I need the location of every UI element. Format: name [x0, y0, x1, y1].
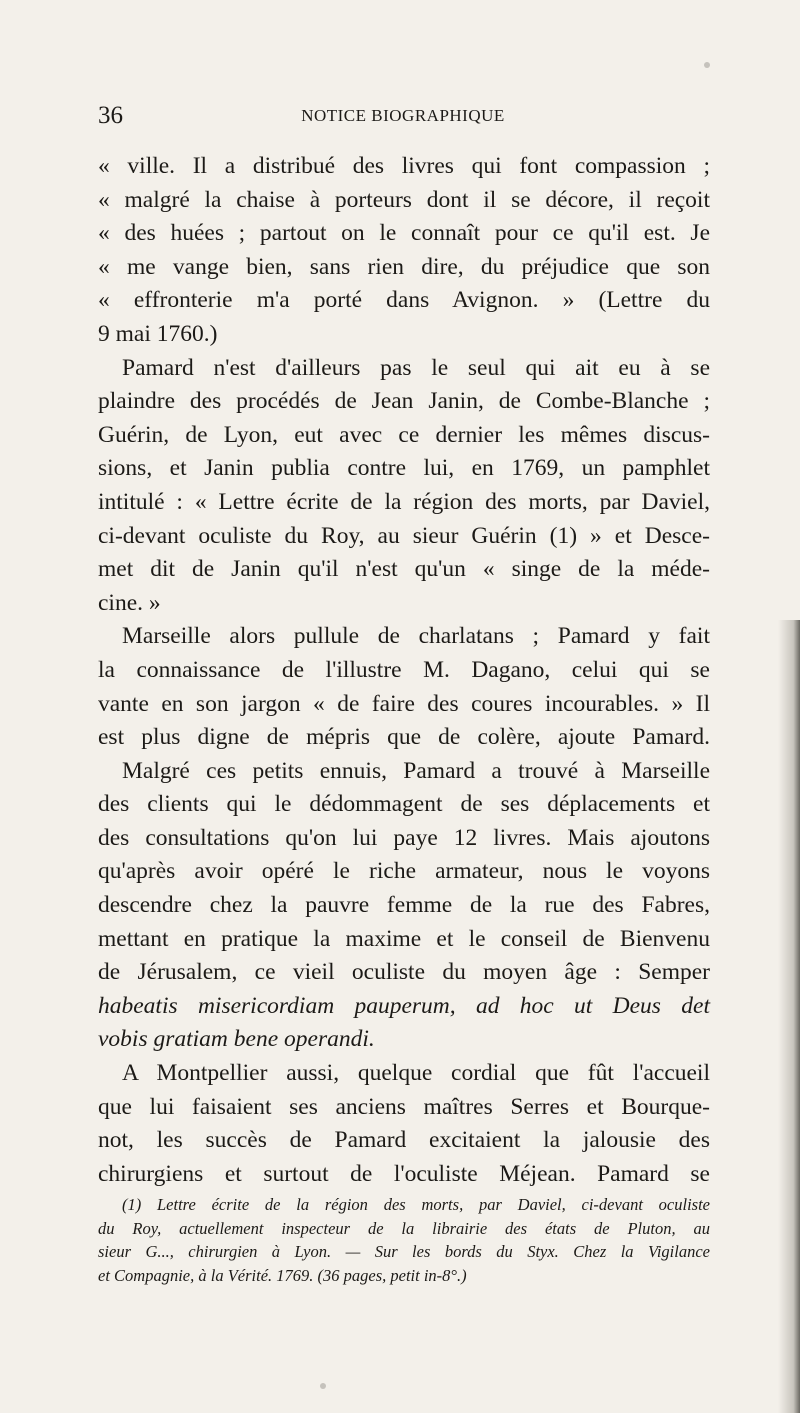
paper-speck [704, 62, 710, 68]
text-line: chirurgiens et surtout de l'oculiste Méjean. Pamard se [98, 1160, 710, 1187]
footnote-line: du Roy, actuellement inspecteur de la librairie des états de Pluton, au [98, 1218, 710, 1238]
text-line: cine. » [98, 589, 161, 616]
text-line: qu'après avoir opéré le riche armateur, nous le voyons [98, 858, 710, 885]
text-line: de Jérusalem, ce vieil oculiste du moyen âge : Semper [98, 959, 710, 986]
text-line: vante en son jargon « de faire des coures incourables. » Il [98, 690, 710, 717]
page-header [98, 102, 708, 132]
text-line: des clients qui le dédommagent de ses déplacements et [98, 791, 710, 818]
text-line: est plus digne de mépris que de colère, ajoute Pamard. [98, 724, 710, 751]
text-line: descendre chez la pauvre femme de la rue des Fabres, [98, 892, 710, 919]
text-line: « me vange bien, sans rien dire, du préjudice que son [98, 253, 710, 280]
text-line: Pamard n'est d'ailleurs pas le seul qui ait eu à se [122, 354, 710, 381]
text-line: A Montpellier aussi, quelque cordial que fût l'accueil [122, 1060, 710, 1087]
text-line: que lui faisaient ses anciens maîtres Serres et Bourque- [98, 1093, 710, 1120]
text-line: plaindre des procédés de Jean Janin, de Combe-Blanche ; [98, 388, 710, 415]
text-line: intitulé : « Lettre écrite de la région des morts, par Daviel, [98, 488, 710, 515]
text-line: met dit de Janin qu'il n'est qu'un « singe de la méde- [98, 556, 710, 583]
text-line: habeatis misericordiam pauperum, ad hoc ut Deus det [98, 992, 710, 1019]
footnote-line: (1) Lettre écrite de la région des morts, par Daviel, ci-devant oculiste [122, 1195, 710, 1214]
text-line: « malgré la chaise à porteurs dont il se décore, il reçoit [98, 186, 710, 213]
footnote-line: et Compagnie, à la Vérité. 1769. (36 pages, petit in-8°.) [98, 1265, 467, 1285]
text-line: « des huées ; partout on le connaît pour ce qu'il est. Je [98, 220, 710, 247]
page-edge-shadow [778, 620, 800, 1413]
text-line: « ville. Il a distribué des livres qui font compassion ; [98, 153, 710, 179]
text-line: la connaissance de l'illustre M. Dagano, celui qui se [98, 656, 710, 683]
running-title: NOTICE BIOGRAPHIQUE [301, 106, 505, 125]
text-line: 9 mai 1760.) [98, 320, 218, 347]
text-line: Guérin, de Lyon, eut avec ce dernier les mêmes discus- [98, 421, 710, 448]
text-line: not, les succès de Pamard excitaient la jalousie des [98, 1127, 710, 1154]
text-line: mettant en pratique la maxime et le conseil de Bienvenu [98, 925, 710, 952]
paper-speck [320, 1383, 326, 1389]
footnote-line: sieur G..., chirurgien à Lyon. — Sur les bords du Styx. Chez la Vigilance [98, 1242, 710, 1262]
text-line: « effronterie m'a porté dans Avignon. » (Lettre du [98, 287, 710, 314]
text-line: sions, et Janin publia contre lui, en 1769, un pamphlet [98, 455, 710, 482]
page-number: 36 [98, 102, 123, 129]
text-line: Malgré ces petits ennuis, Pamard a trouvé à Marseille [122, 757, 710, 784]
text-line: Marseille alors pullule de charlatans ; Pamard y fait [122, 623, 710, 650]
text-line: vobis gratiam bene operandi. [98, 1026, 375, 1053]
footnote [98, 1193, 710, 1287]
text-line: ci-devant oculiste du Roy, au sieur Guérin (1) » et Desce- [98, 522, 710, 549]
text-line: des consultations qu'on lui paye 12 livres. Mais ajoutons [98, 824, 710, 851]
body-text [98, 150, 710, 1191]
